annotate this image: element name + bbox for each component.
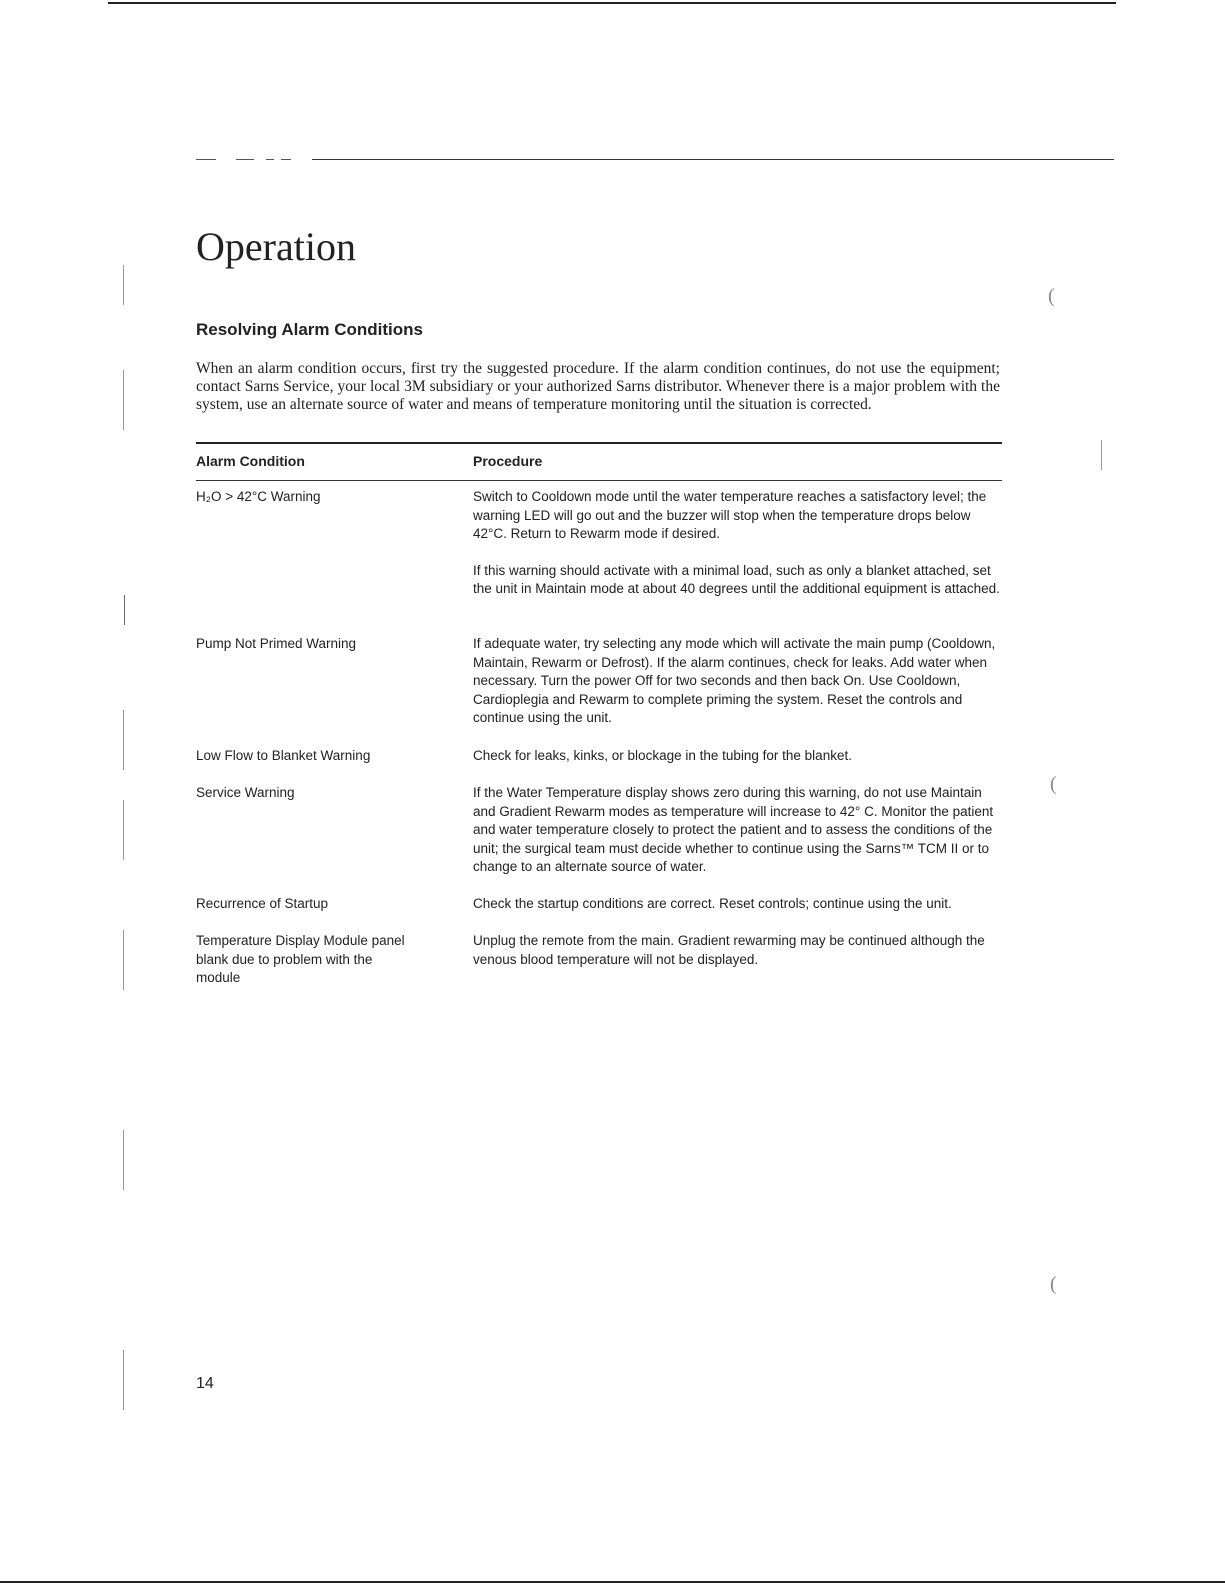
table-row-procedure (473, 895, 1003, 932)
scan-artifact (123, 370, 124, 430)
header-rule (312, 159, 1114, 160)
section-heading: Resolving Alarm Conditions (196, 320, 424, 339)
procedure-paragraph: If the Water Temperature display shows zero during this warning, do not use Maintain and Gradient Rewarm modes as temperature will increase to 42° C. Monitor the patient and water temperature closely to protect the patient and to assess the conditions of the unit; the surgical team must decide whether to continue using the Sarns™ TCM II or to change to an alternate source of water. (473, 785, 994, 874)
procedure-paragraph: Switch to Cooldown mode until the water temperature reaches a satisfactory level; the warning LED will go out and the buzzer will stop when the temperature drops below 42°C. Return to Rewarm mode if desired. (473, 489, 987, 541)
header-dash (236, 159, 254, 160)
table-row-procedure (473, 488, 1003, 617)
scan-artifact (1101, 440, 1102, 470)
scan-artifact (123, 265, 124, 305)
table-row-procedure (473, 747, 1003, 784)
table-row-condition: Low Flow to Blanket Warning (196, 748, 371, 763)
intro-paragraph: When an alarm condition occurs, first try the suggested procedure. If the alarm condition continues, do not use the equipment; contact Sarns Service, your local 3M subsidiary or your authorized Sarns distributor. Whenever there is a major problem with the system, use an alternate source of water and means of temperature monitoring until the situation is corrected. (196, 360, 1000, 413)
scan-artifact: ( (1048, 285, 1055, 307)
table-row-condition: Service Warning (196, 785, 295, 800)
procedure-paragraph: Check the startup conditions are correct. Reset controls; continue using the unit. (473, 896, 952, 911)
scan-artifact (123, 710, 124, 770)
table-row-procedure (473, 932, 1003, 987)
scan-artifact (123, 800, 124, 860)
scan-artifact (124, 595, 125, 625)
scan-artifact (123, 1130, 124, 1190)
column-header-procedure: Procedure (473, 453, 543, 469)
procedure-paragraph: Check for leaks, kinks, or blockage in the tubing for the blanket. (473, 748, 852, 763)
scan-artifact: ( (1050, 773, 1057, 795)
table-top-rule (196, 442, 1002, 444)
procedure-paragraph: If this warning should activate with a minimal load, such as only a blanket attached, set the unit in Maintain mode at about 40 degrees until the additional equipment is attached. (473, 562, 1000, 596)
header-dash (196, 159, 216, 160)
header-dash (266, 159, 274, 160)
table-row-procedure (473, 784, 1003, 895)
table-row-condition: H₂O > 42°C Warning (196, 489, 321, 504)
header-dash (281, 159, 291, 160)
column-header-alarm-condition: Alarm Condition (196, 453, 305, 469)
scan-bottom-border (0, 1581, 1225, 1583)
scan-artifact (123, 1350, 124, 1410)
table-row-condition: Recurrence of Startup (196, 896, 329, 911)
table-header-rule (196, 480, 1002, 481)
scan-artifact: ( (1050, 1273, 1057, 1295)
scan-top-border (108, 2, 1116, 4)
procedure-paragraph: If adequate water, try selecting any mode which will activate the main pump (Cooldown, Maintain, Rewarm or Defrost). If the alarm continues, check for leaks. Add water when necessary. Turn the power Off for two seconds and then back On. Use Cooldown, Cardioplegia and Rewarm to complete priming the system. Reset the controls and continue using the unit. (473, 636, 996, 725)
table-row-condition: Temperature Display Module panel blank due to problem with the module (196, 933, 405, 985)
table-row-condition: Pump Not Primed Warning (196, 636, 357, 651)
page-title: Operation (196, 223, 356, 269)
page-number: 14 (196, 1375, 214, 1392)
table-row-procedure (473, 635, 1003, 746)
scan-artifact (123, 930, 124, 990)
procedure-paragraph: Unplug the remote from the main. Gradient rewarming may be continued although the venous blood temperature will not be displayed. (473, 933, 985, 967)
